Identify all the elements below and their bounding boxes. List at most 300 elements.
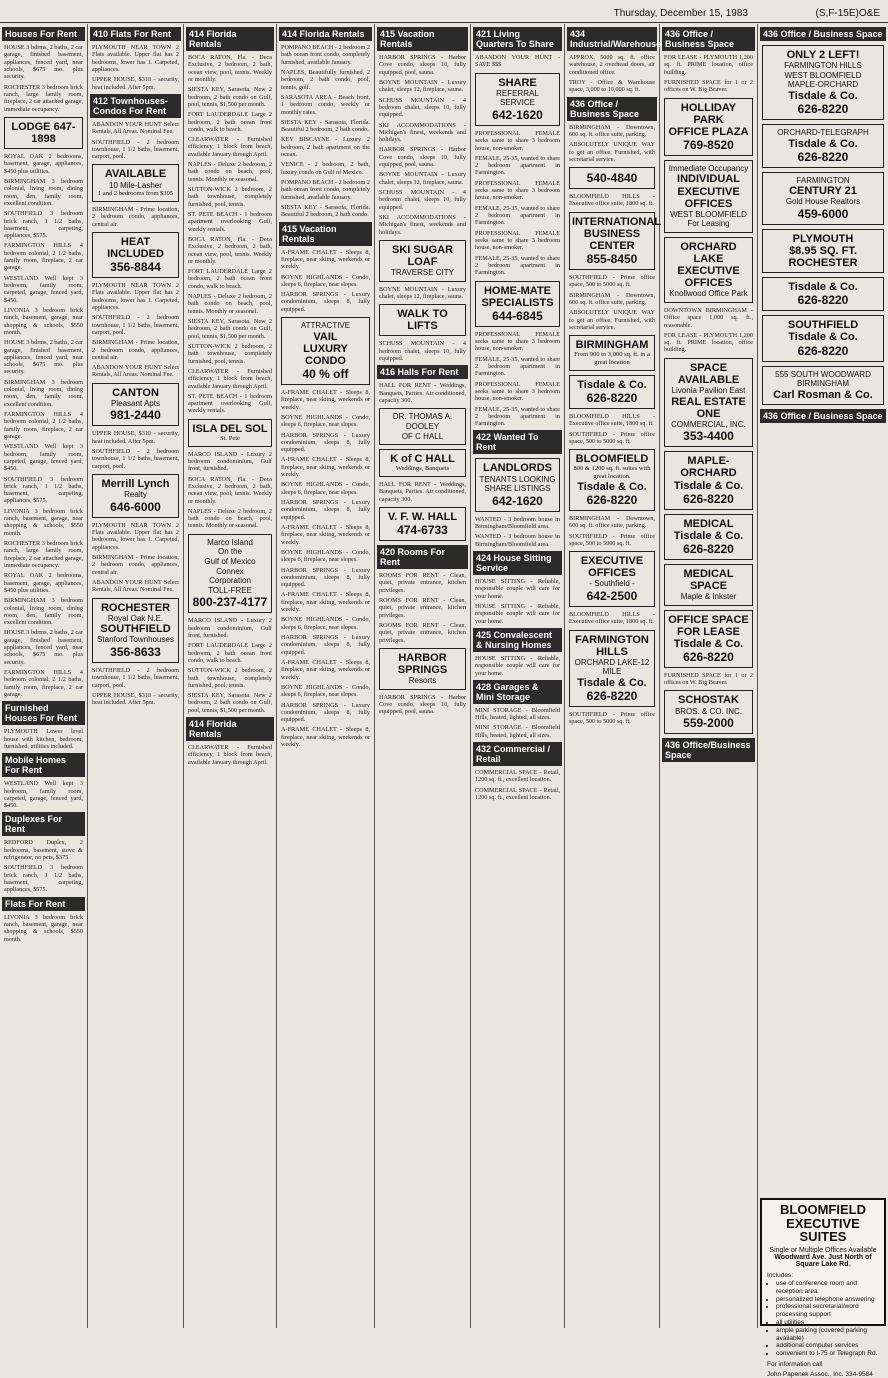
ad-line: 40 % off xyxy=(302,366,349,381)
classified-ad: BLOOMFIELD HILLS - Executive office suite, 1800 sq. ft. xyxy=(569,413,655,428)
classified-ad: SARASOTA AREA - Beach front, 1 bedroom condo, weekly or monthly rates. xyxy=(281,93,370,116)
classified-ad: HARBOR SPRINGS - Harbor Cove condo, sleeps 10, fully equipped, pool, sauna. xyxy=(379,693,466,716)
ad-line: great location xyxy=(594,359,630,367)
ad-headline: CENTER xyxy=(589,239,635,252)
display-ad xyxy=(762,277,884,311)
display-ad xyxy=(92,232,179,278)
display-ad xyxy=(664,564,753,606)
ad-headline: INDIVIDUAL xyxy=(677,173,740,186)
classified-ad: WESTLAND Well kept 3 bedroom, family room, carpeted, garage, fenced yard, $450. xyxy=(4,780,83,810)
classified-ad: SOUTHFIELD - 2 bedroom townhouse, 1 1/2 baths, basement, carport, pool. xyxy=(92,666,179,689)
classified-ad: ABANDON YOUR HUNT Select Rentals, All Areas. Nominal Fee. xyxy=(92,364,179,379)
section-header: Flats For Rent xyxy=(2,897,85,911)
classified-ad: PROFESSIONAL FEMALE seeks same to share 3 bedroom house, non-smoker. xyxy=(475,330,560,353)
contact-line: John Papenek Assoc., Inc. 334-9584 xyxy=(767,1370,873,1378)
classified-ad: HARBOR SPRINGS - Luxury condominium, sleeps 8, fully equipped. xyxy=(281,431,370,454)
ad-line: FARMINGTON HILLS xyxy=(784,61,862,71)
ad-line: Marco Island xyxy=(207,537,253,547)
section-header: 410 Flats For Rent xyxy=(90,27,181,41)
ad-headline: CENTURY 21 xyxy=(789,185,857,198)
amenities-list xyxy=(767,1280,879,1358)
classified-ad: MARCO ISLAND - Luxury 2 bedroom condominium, Gulf front, furnished. xyxy=(188,450,272,473)
section-header: 416 Halls For Rent xyxy=(377,365,468,379)
ad-phone: 626-8220 xyxy=(586,689,638,704)
classified-ad: SKI ACCOMMODATIONS - Michigan's finest, weekends and holidays. xyxy=(379,213,466,236)
ad-headline: SOUTHFIELD xyxy=(100,623,171,636)
classified-ad: SCHUSS MOUNTAIN - 4 bedroom chalet, sleeps 10, fully equipped. xyxy=(379,189,466,211)
classified-ad: POMPANO BEACH - 2 bedroom 2 bath ocean front condo, completely furnished, available January. xyxy=(281,44,370,66)
classified-ad: BIRMINGHAM - Prime location, 2 bedroom condo, appliances, central air. xyxy=(92,205,179,228)
classified-ad: WANTED - 3 bedroom house in Birmingham/Bloomfield area. xyxy=(475,515,560,531)
ad-line: Resorts xyxy=(408,676,437,686)
classified-ad: SOUTHFIELD - 2 bedroom townhouse, 1 1/2 baths, basement, carport, pool. xyxy=(92,314,179,336)
display-ad xyxy=(762,172,884,225)
ad-headline: ORCHARD LAKE xyxy=(680,240,737,265)
display-ad xyxy=(664,451,753,509)
display-ad xyxy=(569,335,655,371)
ad-phone: 626-8220 xyxy=(586,493,638,508)
display-ad xyxy=(664,514,753,560)
classified-ad: TROY - Office & Warehouse space, 3,000 to 10,000 sq. ft. xyxy=(569,78,655,94)
ad-headline: ROCHESTER xyxy=(100,601,171,614)
classified-ad: ROCHESTER 3 bedroom brick ranch, large family room, fireplace, 2 car attached garage, immediate occupancy. xyxy=(4,83,83,113)
classified-ad: ROCHESTER 3 bedroom brick ranch, large family room, fireplace, 2 car attached garage, immediate occupancy. xyxy=(4,540,83,569)
ad-line: SHARE LISTINGS xyxy=(484,484,551,494)
classified-ad: FEMALE, 25-35, wanted to share 2 bedroom apartment in Farmington. xyxy=(475,405,560,428)
classified-ad: CLEARWATER - Furnished efficiency, 1 block from beach, available January through April. xyxy=(188,367,272,390)
ad-line: MAPLE-ORCHARD xyxy=(787,80,859,90)
classified-ad: FORT LAUDERDALE Large 2 bedroom, 2 bath ocean front condo, walk to beach. xyxy=(188,642,272,664)
ad-headline: OFFICE SPACE xyxy=(668,613,749,626)
classified-ad: SOUTHFIELD - Prime office space, 500 to 5000 sq. ft. xyxy=(569,430,655,445)
classified-ad: A-FRAME CHALET - Sleeps 8, fireplace, near skiing, weekends or weekly. xyxy=(281,591,370,614)
classified-ad: HALL FOR RENT - Weddings, Banquets, Parties. Air conditioned, capacity 300. xyxy=(379,481,466,503)
ad-line: REFERRAL SERVICE xyxy=(496,88,539,108)
display-ad xyxy=(379,449,466,477)
ad-line: 800 & 1200 sq. ft. suites with xyxy=(573,465,651,473)
classified-ad: BIRMINGHAM - Downtown, 600 sq. ft. office suite, parking. xyxy=(569,291,655,306)
classified-ad: ABSOLUTELY UNIQUE WAY to get an office. Furnished, with secretarial service. xyxy=(569,141,655,163)
display-ad xyxy=(664,610,753,668)
ad-headline: INTERNATIONAL xyxy=(572,215,662,228)
ad-phone: 646-6000 xyxy=(110,499,161,514)
ad-line: WEST BLOOMFIELD xyxy=(784,70,862,80)
classified-ad: ROOMS FOR RENT - Clean, quiet, private entrance, kitchen privileges. xyxy=(379,621,466,644)
display-ad xyxy=(762,124,884,168)
classified-ad: BOCA RATON, Fla. - Deca Exclusive, 2 bedroom, 2 bath, ocean view, pool, tennis. Weekly or monthly. xyxy=(188,54,272,83)
ad-phone: 626-8220 xyxy=(797,101,849,116)
classified-ad: HOUSE 3 bdrms, 2 baths, 2 car garage, finished basement, appliances, fenced yard, near schools, $675 mo. plus security. xyxy=(4,44,83,81)
classified-ad: PROFESSIONAL FEMALE seeks same to share 3 bedroom house, non-smoker. xyxy=(475,179,560,202)
classified-ad: A-FRAME CHALET - Sleeps 8, fireplace, near skiing, weekends or weekly. xyxy=(281,248,370,271)
display-ad xyxy=(569,212,662,270)
ad-headline: ONLY 2 LEFT! xyxy=(786,49,860,61)
classified-ad: WESTLAND Well kept 3 bedroom, family room, carpeted, garage, fenced yard, $450. xyxy=(4,443,83,473)
ad-headline: ROCHESTER xyxy=(788,257,858,270)
display-ad xyxy=(92,383,179,427)
display-ad xyxy=(379,507,466,541)
list-item: • additional computer services xyxy=(776,1342,879,1350)
section-header: Duplexes For Rent xyxy=(2,812,85,836)
section-header: Houses For Rent xyxy=(2,27,85,41)
ad-headline: K of C HALL xyxy=(390,453,455,466)
ad-phone: 356-8844 xyxy=(110,260,161,275)
ad-line: ATTRACTIVE xyxy=(300,321,351,331)
classified-ad: UPPER HOUSE, $310 - security, heat included. After 5pm. xyxy=(92,691,179,707)
classified-ad: FOR LEASE - PLYMOUTH 1,200 sq. ft. PRIME location, office building. xyxy=(664,54,753,76)
display-ad xyxy=(92,164,179,201)
ad-headline: Tisdale & Co. xyxy=(673,637,744,650)
ad-headline: PLYMOUTH xyxy=(792,232,854,245)
ad-line: For Leasing xyxy=(687,219,730,229)
ad-line: Pleasant Apts xyxy=(111,398,160,408)
classified-ad: ABANDON YOUR HUNT - SAVE $$$ xyxy=(475,54,560,69)
list-item: • personalized telephone answering xyxy=(776,1296,879,1304)
page-header xyxy=(0,0,888,23)
section-header: 436 Office / Business Space xyxy=(567,97,657,121)
ad-line: Realty xyxy=(124,490,147,500)
list-item: • ample parking (covered parking available) xyxy=(776,1327,879,1343)
display-ad xyxy=(664,160,753,233)
classified-ad: ABANDON YOUR HUNT Select Rentals, All Areas. Nominal Fee. xyxy=(92,578,179,594)
classified-ad: BIRMINGHAM - Prime location, 2 bedroom condo, appliances, central air. xyxy=(92,553,179,576)
classified-ad: BOYNE MOUNTAIN - Luxury chalet, sleeps 12, fireplace, sauna. xyxy=(379,171,466,186)
ad-phone: 642-1620 xyxy=(492,107,543,122)
display-ad xyxy=(569,551,655,607)
ad-headline: EXECUTIVE OFFICES xyxy=(677,265,740,290)
ad-headline: HEAT INCLUDED xyxy=(107,235,164,260)
ad-headline: Tisdale & Co. xyxy=(673,479,744,492)
ad-headline: Tisdale & Co. xyxy=(577,677,647,690)
ad-headline: SPACE AVAILABLE xyxy=(677,361,740,386)
classified-ad: SOUTHFIELD - 2 bedroom townhouse, 1 1/2 baths, basement, carport, pool. xyxy=(92,138,179,161)
ad-headline: HARBOR SPRINGS xyxy=(397,651,448,676)
classified-ad: BOCA RATON, Fla. - Deca Exclusive, 2 bedroom, 2 bath, ocean view, pool, tennis. Weekly or monthly. xyxy=(188,475,272,505)
classified-ad: BOYNE HIGHLANDS - Condo, sleeps 6, fireplace, near slopes. xyxy=(281,683,370,699)
ad-headline: SHARE xyxy=(498,76,537,89)
classified-ad: SCHUSS MOUNTAIN - 4 bedroom chalet, sleeps 10, fully equipped. xyxy=(379,340,466,363)
ad-phone: 800-237-4177 xyxy=(192,595,268,610)
ad-headline: FARMINGTON HILLS xyxy=(575,633,649,658)
ad-headline: Carl Rosman & Co. xyxy=(773,388,873,401)
classified-ad: APPROX. 5000 sq. ft. office warehouse, 2 overhead doors, air conditioned office. xyxy=(569,54,655,76)
classified-ad: NAPLES - Deluxe 2 bedroom, 2 bath condo on beach, pool, tennis. Monthly or seasonal. xyxy=(188,293,272,315)
ad-line: DOOLEY xyxy=(405,421,440,431)
ad-phone: 356-8633 xyxy=(110,644,161,659)
column-9 xyxy=(758,24,888,1328)
column-8 xyxy=(660,24,758,1328)
classified-ad: SOUTHFIELD - 2 bedroom townhouse, 1 1/2 baths, basement, carport, pool. xyxy=(92,448,179,470)
classified-ad: ROOMS FOR RENT - Clean, quiet, private entrance, kitchen privileges. xyxy=(379,572,466,594)
classified-ad: BIRMINGHAM 3 bedroom colonial, living room, dining room, den, family room, excellent condition. xyxy=(4,597,83,627)
display-ad xyxy=(569,630,655,707)
classified-ad: COMMERCIAL SPACE - Retail, 1200 sq. ft., excellent location. xyxy=(475,769,560,784)
ad-headline: SKI SUGAR LOAF xyxy=(391,243,454,268)
classified-ad: HOUSE SITTING - Reliable, responsible couple will care for your home. xyxy=(475,602,560,625)
ad-headline: Tisdale & Co. xyxy=(788,137,858,150)
classified-ad: HARBOR SPRINGS - Luxury condominium, sleeps 8, fully equipped. xyxy=(281,634,370,656)
section-header: 436 Office / Business Space xyxy=(760,27,886,41)
classified-ad: SIESTA KEY, Sarasota. New 2 bedroom, 2 bath condo on Gulf, pool, tennis, $1,500 per month. xyxy=(188,86,272,108)
ad-headline: BLOOMFIELD xyxy=(575,453,649,466)
classified-ad: BOYNE HIGHLANDS - Condo, sleeps 6, fireplace, near slopes. xyxy=(281,616,370,631)
ad-headline: MEDICAL SPACE xyxy=(683,567,734,592)
classified-ad: BOYNE HIGHLANDS - Condo, sleeps 6, fireplace, near slopes. xyxy=(281,548,370,564)
ad-headline: REAL ESTATE ONE xyxy=(671,395,746,420)
ad-headline: LUXURY CONDO xyxy=(303,342,348,367)
classified-ad: FEMALE, 25-35, wanted to share 2 bedroom apartment in Farmington. xyxy=(475,254,560,277)
ad-headline: HOME-MATE xyxy=(483,284,551,297)
ad-line: Maple & Inkster xyxy=(680,591,737,601)
ad-line: Stanford Townhouses xyxy=(97,635,174,645)
classified-ad: ROYAL OAK 2 bedrooms, basement, garage, appliances, $450 plus utilities. xyxy=(4,153,83,175)
section-header: 425 Convalescent & Nursing Homes xyxy=(473,628,562,652)
classified-ad: A-FRAME CHALET - Sleeps 8, fireplace, near skiing, weekends or weekly. xyxy=(281,658,370,681)
ad-phone: 642-2500 xyxy=(586,589,638,604)
classified-ad: PROFESSIONAL FEMALE seeks same to share 3 bedroom house, non-smoker. xyxy=(475,129,560,152)
classified-ad: HARBOR SPRINGS - Luxury condominium, sleeps 8, fully equipped. xyxy=(281,701,370,724)
classified-ad: SIESTA KEY - Sarasota, Florida. Beautiful 2 bedroom, 2 bath condo. xyxy=(281,203,370,219)
section-header: 432 Commercial / Retail xyxy=(473,742,562,766)
display-ad xyxy=(281,317,370,385)
ad-subtitle: Single or Multiple Offices Available xyxy=(769,1246,877,1254)
ad-line: 1 and 2 bedrooms from $395 xyxy=(97,190,174,198)
section-header: 415 Vacation Rentals xyxy=(377,27,468,51)
list-item: • use of conference room and reception area xyxy=(776,1280,879,1296)
bloomfield-executive-suites-ad xyxy=(760,1198,886,1378)
classified-ad: HALL FOR RENT - Weddings, Banquets, Parties. Air conditioned, capacity 300. xyxy=(379,382,466,405)
classified-ad: A-FRAME CHALET - Sleeps 8, fireplace, near skiing, weekends or weekly. xyxy=(281,456,370,479)
ad-line: OF C HALL xyxy=(401,431,444,441)
classified-ad: FURNISHED SPACE for 1 or 2 offices on W. Big Beaver. xyxy=(664,671,753,687)
classified-ad: ST. PETE BEACH - 1 bedroom apartment overlooking Gulf, weekly rentals. xyxy=(188,392,272,415)
edition-code: (S,F-15E)O&E xyxy=(815,8,880,19)
classified-ad: UPPER HOUSE, $310 - security, heat included. After 5pm. xyxy=(92,76,179,91)
column-3 xyxy=(184,24,277,1328)
classified-ad: VENICE - 2 bedroom, 2 bath, luxury condo on Gulf of Mexico. xyxy=(281,161,370,176)
ad-phone: 353-4400 xyxy=(683,429,734,444)
classified-ad: A-FRAME CHALET - Sleeps 8, fireplace, near skiing, weekends or weekly. xyxy=(281,388,370,411)
classified-ad: FEMALE, 25-35, wanted to share 2 bedroom apartment in Farmington. xyxy=(475,355,560,378)
section-header: 428 Garages & Mini Storage xyxy=(473,680,562,704)
ad-phone: 474-6733 xyxy=(397,523,448,538)
ad-phone: 626-8220 xyxy=(797,149,849,164)
classified-ad: HOUSE SITTING - Reliable, responsible couple will care for your home. xyxy=(475,578,560,600)
classified-ad: SOUTHFIELD - Prime office space, 500 to 5000 sq. ft. xyxy=(569,274,655,289)
ad-title: BLOOMFIELD EXECUTIVE SUITES xyxy=(780,1202,866,1245)
classified-ad: REDFORD Duplex, 2 bedrooms, basement, stove & refrigerator, no pets, $375. xyxy=(4,839,83,862)
ad-headline: VAIL xyxy=(313,330,338,343)
classified-ad: SIESTA KEY, Sarasota. New 2 bedroom, 2 bath condo on Gulf, pool, tennis, $1,500 per month. xyxy=(188,692,272,714)
ad-phone: 626-8220 xyxy=(586,391,638,405)
display-ad xyxy=(569,167,655,189)
includes-label: Includes: xyxy=(767,1271,794,1279)
classified-ad: SUTTON-WICK 2 bedroom, 2 bath townhouse, completely furnished, pool, tennis. xyxy=(188,667,272,689)
ad-headline: Tisdale & Co. xyxy=(788,89,858,102)
classified-ad: MINI STORAGE - Bloomfield Hills, heated, lighted, all sizes. xyxy=(475,706,560,722)
ad-headline: BUSINESS xyxy=(583,227,641,240)
classified-ad: NAPLES - Deluxe 2 bedroom, 2 bath condo on beach, pool, tennis. Monthly or seasonal. xyxy=(188,161,272,183)
ad-headline: LANDLORDS xyxy=(482,462,553,475)
section-header: 434 Industrial/Warehouse xyxy=(567,27,657,51)
section-header: Furnished Houses For Rent xyxy=(2,701,85,725)
display-ad xyxy=(379,408,466,445)
classified-ad: WESTLAND Well kept 3 bedroom, family room, carpeted, garage, fenced yard, $450. xyxy=(4,274,83,304)
ad-phone: 769-8520 xyxy=(683,137,734,152)
classified-ad: MARCO ISLAND - Luxury 2 bedroom condominium, Gulf front, furnished. xyxy=(188,617,272,639)
classified-ad: ABSOLUTELY UNIQUE WAY to get an office. Furnished, with secretarial service. xyxy=(569,309,655,331)
ad-headline: Tisdale & Co. xyxy=(577,480,647,493)
classified-ad: LIVONIA 3 bedroom brick ranch, basement, garage, near shopping & schools, $550 month. xyxy=(4,913,83,943)
ad-line: Gulf of Mexico xyxy=(204,556,256,566)
ad-line: Immediate Occupancy xyxy=(668,163,749,173)
classified-ad: SOUTHFIELD - Prime office space, 500 to 5000 sq. ft. xyxy=(569,711,655,726)
ad-line: FARMINGTON xyxy=(796,175,850,185)
ad-headline: SPECIALISTS xyxy=(481,296,554,309)
classified-ad: BIRMINGHAM - Prime location, 2 bedroom condo, appliances, central air. xyxy=(92,339,179,361)
ad-phone: 626-8220 xyxy=(797,343,849,358)
classified-ad: BIRMINGHAM - Downtown, 600 sq. ft. office suite, parking. xyxy=(569,123,655,138)
classified-ad: HARBOR SPRINGS - Luxury condominium, sleeps 8, fully equipped. xyxy=(281,566,370,589)
classified-ad: PLYMOUTH NEAR TOWN 2 Flats available. Upper flat has 2 bedrooms, lower has 1. Carpeted, appliances. xyxy=(92,521,179,551)
classified-ad: A-FRAME CHALET - Sleeps 8, fireplace, near skiing, weekends or weekly. xyxy=(281,523,370,546)
ad-phone: 626-8220 xyxy=(683,491,734,506)
ad-phone: 626-8220 xyxy=(797,293,849,308)
classified-ad: PROFESSIONAL FEMALE seeks same to share 3 bedroom house, non-smoker. xyxy=(475,229,560,252)
classified-ad: BOYNE HIGHLANDS - Condo, sleeps 6, fireplace, near slopes. xyxy=(281,273,370,288)
classified-ad: FEMALE, 25-35, wanted to share 2 bedroom apartment in Farmington. xyxy=(475,154,560,177)
display-ad xyxy=(4,117,83,149)
display-ad xyxy=(379,240,466,282)
ad-headline: BIRMINGHAM xyxy=(575,339,649,352)
ad-line: Livonia Pavilion East xyxy=(671,385,746,395)
classified-ad: FOR LEASE - PLYMOUTH 1,200 sq. ft. PRIME location, office building. xyxy=(664,331,753,354)
classified-ad: POMPANO BEACH - 2 bedroom 2 bath ocean front condo, completely furnished, available January. xyxy=(281,179,370,201)
section-header: Mobile Homes For Rent xyxy=(2,753,85,777)
classified-ad: ABANDON YOUR HUNT Select Rentals, All Areas. Nominal Fee. xyxy=(92,120,179,136)
display-ad xyxy=(664,98,753,156)
ad-headline: Merrill Lynch xyxy=(101,478,170,491)
display-ad xyxy=(664,358,753,448)
column-7 xyxy=(565,24,660,1328)
classified-ad: WANTED - 3 bedroom house in Birmingham/Bloomfield area. xyxy=(475,533,560,548)
ad-headline: FOR LEASE xyxy=(677,625,740,638)
ad-line: Connex xyxy=(216,566,244,576)
ad-headline: Tisdale & Co. xyxy=(788,281,858,294)
ad-headline: HOLLIDAY PARK xyxy=(680,101,737,126)
classified-ad: BOYNE HIGHLANDS - Condo, sleeps 6, fireplace, near slopes. xyxy=(281,481,370,496)
classified-ad: SKI ACCOMMODATIONS - Michigan's finest, weekends and holidays. xyxy=(379,121,466,144)
ad-headline: SOUTHFIELD xyxy=(787,319,859,332)
section-header: 436 Office/Business Space xyxy=(662,738,755,762)
ad-phone: 642-1620 xyxy=(492,493,543,508)
ad-headline: EXECUTIVE OFFICES xyxy=(677,185,740,210)
classified-ad: SUTTON-WICK 2 bedroom, 2 bath townhouse, completely furnished, pool, tennis. xyxy=(188,186,272,208)
ad-headline: MAPLE-ORCHARD xyxy=(680,455,737,480)
classified-ad: KEY BISCAYNE - Luxury 2 bedroom, 2 bath apartment on the ocean. xyxy=(281,136,370,159)
classified-ad: BLOOMFIELD HILLS - Executive office suite, 1800 sq. ft. xyxy=(569,193,655,208)
ad-headline: LODGE 647-1898 xyxy=(11,120,76,145)
classified-ad: SOUTHFIELD 3 bedroom brick ranch, 1 1/2 baths, basement, carpeting, appliances, $575. xyxy=(4,210,83,240)
classified-ad: HARBOR SPRINGS - Harbor Cove condo, sleeps 10, fully equipped, pool, sauna. xyxy=(379,54,466,76)
ad-phone: 540-4840 xyxy=(586,171,638,186)
classified-ad: HARBOR SPRINGS - Luxury condominium, sleeps 8, fully equipped. xyxy=(281,291,370,313)
section-header: 414 Florida Rentals xyxy=(186,717,274,741)
classified-ad: HOUSE 3 bdrms, 2 baths, 2 car garage, finished basement, appliances, fenced yard, near schools, $675 mo. plus security. xyxy=(4,629,83,666)
classified-ad: FURNISHED SPACE for 1 or 2 offices on W. Big Beaver. xyxy=(664,78,753,94)
classified-ad: ST. PETE BEACH - 1 bedroom apartment overlooking Gulf, weekly rentals. xyxy=(188,210,272,233)
classified-ad: BIRMINGHAM - Downtown, 600 sq. ft. office suite, parking. xyxy=(569,515,655,530)
section-header: 422 Wanted To Rent xyxy=(473,430,562,454)
ad-line: Corporation xyxy=(209,576,251,586)
ad-line: DR. THOMAS A. xyxy=(392,412,453,422)
classified-ad: CLEARWATER - Furnished efficiency, 1 block from beach, available January through April. xyxy=(188,744,272,766)
ad-headline: EXECUTIVE OFFICES xyxy=(580,555,644,580)
classified-ad: PLYMOUTH NEAR TOWN 2 Flats available. Upper flat has 2 bedrooms, lower has 1. Carpeted, appliances. xyxy=(92,282,179,311)
classified-ad: BOYNE MOUNTAIN - Luxury chalet, sleeps 12, fireplace, sauna. xyxy=(379,78,466,94)
classified-ad: SOUTHFIELD 3 bedroom brick ranch, 1 1/2 baths, basement, carpeting, appliances, $575. xyxy=(4,864,83,894)
display-ad xyxy=(475,458,560,511)
section-header: 420 Rooms For Rent xyxy=(377,545,468,569)
section-header: 414 Florida Rentals xyxy=(279,27,372,41)
classified-ad: LIVONIA 3 bedroom brick ranch, basement, garage, near shopping & schools, $550 month. xyxy=(4,306,83,336)
classified-ad: SCHUSS MOUNTAIN - 4 bedroom chalet, sleeps 10, fully equipped. xyxy=(379,96,466,119)
ad-line: TOLL-FREE xyxy=(208,585,252,595)
classified-ad: SIESTA KEY, Sarasota. New 2 bedroom, 2 bath condo on Gulf, pool, tennis, $1,500 per month. xyxy=(188,318,272,340)
section-header: 424 House Sitting Service xyxy=(473,551,562,575)
display-ad xyxy=(664,237,753,303)
column-1 xyxy=(0,24,88,1328)
classified-ad: SUTTON-WICK 2 bedroom, 2 bath townhouse, completely furnished, pool, tennis. xyxy=(188,342,272,365)
ad-headline: WALK TO LIFTS xyxy=(397,308,448,333)
display-ad xyxy=(379,304,466,336)
classified-ad: SOUTHFIELD - Prime office space, 500 to 5000 sq. ft. xyxy=(569,532,655,547)
display-ad xyxy=(188,419,272,447)
classified-ad: COMMERCIAL SPACE - Retail, 1200 sq. ft., excellent location. xyxy=(475,786,560,801)
ad-headline: AVAILABLE xyxy=(104,168,167,181)
classified-ad: MINI STORAGE - Bloomfield Hills, heated, lighted, all sizes. xyxy=(475,724,560,739)
info-line: For information call xyxy=(767,1360,823,1368)
classified-ad: HARBOR SPRINGS - Harbor Cove condo, sleeps 10, fully equipped, pool, sauna. xyxy=(379,146,466,169)
classified-ad: NAPLES - Deluxe 2 bedroom, 2 bath condo on beach, pool, tennis. Monthly or seasonal. xyxy=(188,507,272,530)
column-2 xyxy=(88,24,184,1328)
ad-line: ORCHARD-TELEGRAPH xyxy=(777,127,869,137)
ad-headline: SCHOSTAK xyxy=(678,694,739,707)
ad-line: BROS. & CO. INC. xyxy=(674,706,743,716)
ad-line: - Southfield - xyxy=(589,579,635,589)
ad-line: WEST BLOOMFIELD xyxy=(670,209,747,219)
classified-ad: FORT LAUDERDALE Large 2 bedroom, 2 bath ocean front condo, walk to beach. xyxy=(188,111,272,133)
ad-line: ORCHARD LAKE-12 MILE xyxy=(574,657,650,677)
ad-line: 10 Mile-Lasher xyxy=(109,180,162,190)
display-ad xyxy=(569,449,655,511)
ad-line: Knollwood Office Park xyxy=(669,289,748,299)
classified-ad: PLYMOUTH NEAR TOWN 2 Flats available. Upper flat has 2 bedrooms, lower has 1. Carpeted, appliances. xyxy=(92,44,179,73)
classified-ad: A-FRAME CHALET - Sleeps 8, fireplace, near skiing, weekends or weekly. xyxy=(281,726,370,749)
classified-ad: FARMINGTON HILLS 4 bedroom colonial, 2 1/2 baths, family room, fireplace, 2 car garage. xyxy=(4,242,83,272)
display-ad xyxy=(188,534,272,614)
ad-phone: 644-6845 xyxy=(492,308,543,323)
ad-line: COMMERCIAL, INC. xyxy=(671,419,746,429)
classified-ad: BOYNE MOUNTAIN - Luxury chalet, sleeps 12, fireplace, sauna. xyxy=(379,285,466,300)
classified-ad: CLEARWATER - Furnished efficiency, 1 block from beach, available January through April. xyxy=(188,136,272,158)
classified-ad: PROFESSIONAL FEMALE seeks same to share 3 bedroom house, non-smoker. xyxy=(475,380,560,403)
ad-line: Weddings, Banquets xyxy=(395,465,450,473)
classified-ad: BIRMINGHAM 3 bedroom colonial, living room, dining room, den, family room, excellent condition. xyxy=(4,378,83,408)
ad-headline: MEDICAL xyxy=(683,517,734,530)
ad-line: Royal Oak N.E. xyxy=(107,613,164,623)
column-5 xyxy=(375,24,471,1328)
